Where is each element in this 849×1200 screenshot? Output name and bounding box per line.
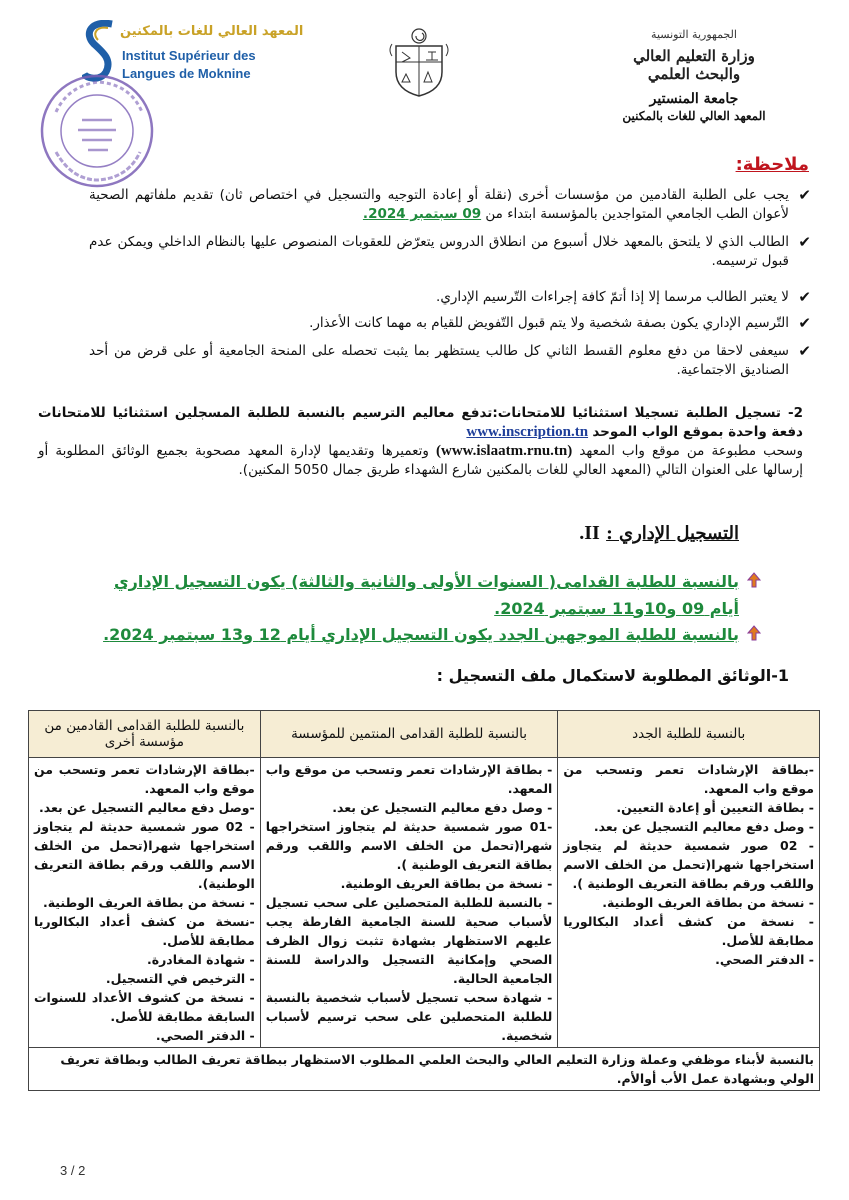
list-item: - وصل دفع معاليم التسجيل عن بعد. [593,819,814,834]
schedule-text-line1: بالنسبة للطلبة الموجهين الجدد يكون التسجيل الإداري أيام 12 و13 سبتمبر 2024. [103,625,739,644]
note-text: لا يعتبر الطالب مرسما إلا إذا أتمّ كافة إجراءات التّرسيم الإداري. [436,289,789,305]
list-item: - وصل دفع معاليم التسجيل عن بعد. [332,800,553,815]
list-item: - نسخة من كشوف الأعداد للسنوات السابقة مطابقة للأصل. [34,990,255,1024]
checkmark-icon: ✔ [798,186,811,204]
list-item: - نسخة من بطاقة العريف الوطنية. [42,895,255,910]
exceptional-registration-heading: 2- تسجيل الطلبة تسجيلا استثنائيا للامتحانات:تدفع معاليم الترسيم بالنسبة للطلبة المسجلين استثنائيا للامتحانات دفعة واحدة بموقع الواب الموحد [38,405,803,440]
inscription-link[interactable]: www.inscription.tn [466,424,589,440]
section-ii-heading [539,522,739,545]
note-date-highlight: 09 سبتمبر 2024. [362,206,482,222]
table-footer-row [29,1048,820,1091]
list-item: -01 صور شمسية حديثة لم يتجاوز استخراجها شهرا(تحمل من الخلف الاسم واللقب ورقم بطاقة التعريف الوطنية ). [265,819,553,872]
arrow-bullet-icon [747,572,761,588]
list-item: - نسخة من بطاقة العريف الوطنية. [340,876,553,891]
institute-name: المعهد العالي للغات بالمكنين [622,109,766,123]
list-item: - 02 صور شمسية حديثة لم يتجاوز استخراجها شهرا(تحمل من الخلف الاسم واللقب ورقم بطاقة التعريف الوطنية). [34,819,255,891]
list-item: -بطاقة الإرشادات تعمر وتسحب من موقع واب المعهد. [34,762,255,796]
institute-french-line2: Langues de Moknine [122,66,251,81]
table-row [29,758,820,1048]
note-text: يجب على الطلبة القادمين من مؤسسات أخرى (نقلة أو إعادة التوجيه والتسجيل في اختصاص ثان) تقديم ملفاتهم الصحية لأعوان الطب الجامعي المتواجدين بالمؤسسة ابتداء من [89,187,789,222]
column-header-new-students: بالنسبة للطلبة الجدد [558,711,820,758]
schedule-text-line1: بالنسبة للطلبة القدامى( السنوات الأولى والثانية والثالثة) يكون التسجيل الإداري [113,572,739,591]
note-text: سيعفى لاحقا من دفع معلوم القسط الثاني كل طالب يستظهر بما يثبت تحصله على المنحة الجامعية أو على قرض من أحد الصناديق الاجتماعية. [89,343,789,378]
column-header-old-students-same: بالنسبة للطلبة القدامى المنتمين للمؤسسة [260,711,558,758]
note-text: الطالب الذي لا يلتحق بالمعهد خلال أسبوع من انطلاق الدروس يتعرّض للعقوبات المنصوص عليها بالنظام الداخلي ويمكن عدم قبول ترسيمه. [89,234,789,269]
list-item: - شهادة المغادرة. [146,952,255,967]
republic-name: الجمهورية التونسية [651,28,737,41]
note-item [89,233,811,271]
checkmark-icon: ✔ [798,314,811,332]
list-item: - بطاقة الإرشادات تعمر وتسحب من موقع واب المعهد. [265,762,553,796]
page-number: 3 / 2 [60,1163,86,1178]
institute-french-line1: Institut Supérieur des [122,48,256,63]
institute-website-link[interactable]: (www.islaatm.rnu.tn) [436,443,573,459]
list-item: - شهادة سحب تسجيل لأسباب شخصية بالنسبة للطلبة المتحصلين على سحب ترسيم لأسباب شخصية. [265,990,553,1043]
list-item: - نسخة من كشف أعداد البكالوريا مطابقة للأصل. [563,914,814,948]
institute-arabic-name: المعهد العالي للغات بالمكنين [120,24,304,39]
section-ii-title: التسجيل الإداري : [606,523,739,544]
note-item [89,342,811,380]
old-students-other-requirements [29,758,261,1048]
exceptional-body-part1: وسحب مطبوعة من موقع واب المعهد [579,443,803,459]
ministry-header [579,28,809,123]
ministry-name-line2: والبحث العلمي [647,65,741,83]
column-header-old-students-other: بالنسبة للطلبة القدامى القادمين من مؤسسة أخرى [29,711,261,758]
checkmark-icon: ✔ [798,233,811,251]
ministry-name-line1: وزارة التعليم العالي [633,47,755,65]
schedule-item-new-students [49,621,739,648]
list-item: - نسخة من بطاقة العريف الوطنية. [602,895,814,910]
list-item: -بطاقة الإرشادات تعمر وتسحب من موقع واب المعهد. [563,762,814,796]
employee-children-note: بالنسبة لأبناء موظفي وعملة وزارة التعليم العالي والبحث العلمي المطلوب الاستظهار ببطاقة تعريف الطالب وبطاقة تعريف الولي وبشهادة عمل الأب أوالأم. [29,1048,820,1091]
list-item: - بالنسبة للطلبة المتحصلين على سحب تسجيل لأسباب صحية للسنة الجامعية الفارطة يجب عليهم الاستظهار بشهادة تثبت زوال الظرف الصحي وإمكانية التسجيل والدراسة للسنة الجامعية الحالية. [265,895,553,986]
list-item: - الدفتر الصحي. [715,952,814,967]
schedule-text-line2: أيام 09 و10و11 سبتمبر 2024. [494,599,739,618]
tunisia-coat-of-arms-icon [388,26,450,98]
list-item: - 02 صور شمسية حديثة لم يتجاوز استخراجها شهرا(تحمل من الخلف الاسم واللقب ورقم بطاقة التعريف الوطنية ). [563,838,814,891]
exceptional-registration-section [38,404,803,480]
new-students-requirements [558,758,820,1048]
list-item: -نسخة من كشف أعداد البكالوريا مطابقة للأصل. [34,914,255,948]
list-item: - الدفتر الصحي. [155,1028,255,1043]
documents-title: 1-الوثائق المطلوبة لاستكمال ملف التسجيل : [436,666,789,685]
checkmark-icon: ✔ [798,342,811,360]
checkmark-icon: ✔ [798,288,811,306]
university-name: جامعة المنستير [649,91,739,107]
notes-title: ملاحظة: [735,154,809,175]
note-item [89,314,811,333]
note-item [89,186,811,224]
section-ii-number: II. [579,522,600,544]
list-item: - الترخيص في التسجيل. [105,971,255,986]
official-stamp-icon [38,72,156,190]
arrow-bullet-icon [747,625,761,641]
exceptional-body-part2: وتعميرها وتقديمها لإدارة المعهد مصحوبة بجميع الوثائق المطلوبة أو إرسالها على العنوان التالي (المعهد العالي للغات بالمكنين شارع الشهداء طريق جمال 5050 المكنين). [38,443,803,478]
documents-table [28,710,820,1091]
old-students-same-requirements [260,758,558,1048]
note-item [89,288,811,307]
list-item: - بطاقة التعيين أو إعادة التعيين. [616,800,814,815]
schedule-item-old-students [49,568,739,622]
list-item: -وصل دفع معاليم التسجيل عن بعد. [38,800,255,815]
note-text: التّرسيم الإداري يكون بصفة شخصية ولا يتم قبول التّفويض للقيام به مهما كانت الأعذار. [309,315,789,331]
table-header-row [29,711,820,758]
